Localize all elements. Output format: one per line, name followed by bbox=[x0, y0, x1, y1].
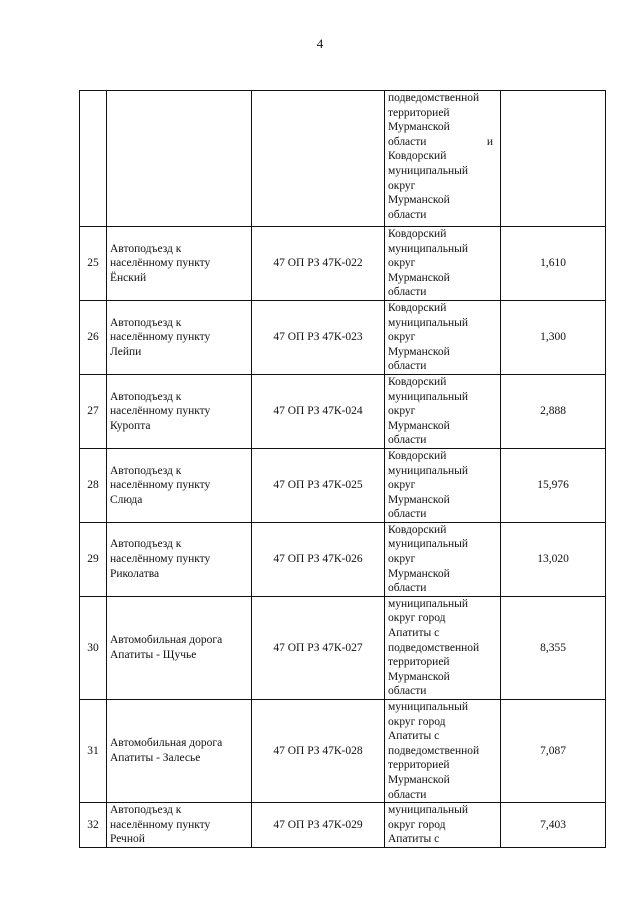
num-cell bbox=[80, 91, 107, 227]
district-cell bbox=[385, 522, 501, 596]
table-row bbox=[80, 522, 606, 596]
district-text: муниципальный округ город Апатиты с подведомственной территорией Мурманской области bbox=[388, 597, 480, 698]
table-row bbox=[80, 300, 606, 374]
district-line: округ bbox=[388, 179, 416, 192]
code-cell bbox=[252, 91, 385, 227]
district-cell bbox=[385, 700, 501, 803]
district-cell bbox=[385, 596, 501, 699]
code-cell: 47 ОП РЗ 47К-022 bbox=[252, 227, 385, 301]
num-cell: 25 bbox=[80, 227, 107, 301]
name-cell bbox=[107, 448, 252, 522]
district-cell bbox=[385, 448, 501, 522]
district-word: области bbox=[388, 135, 427, 148]
district-line: области bbox=[388, 208, 427, 221]
name-cell bbox=[107, 700, 252, 803]
length-cell: 2,888 bbox=[501, 374, 606, 448]
code-cell: 47 ОП РЗ 47К-027 bbox=[252, 596, 385, 699]
length-cell: 8,355 bbox=[501, 596, 606, 699]
roads-table bbox=[79, 90, 606, 848]
table-row bbox=[80, 448, 606, 522]
road-name: Автоподъезд к населённому пункту Ёнский bbox=[110, 242, 211, 284]
district-cell bbox=[385, 374, 501, 448]
district-text: Ковдорский муниципальный округ Мурманской области bbox=[388, 375, 469, 447]
name-cell bbox=[107, 300, 252, 374]
name-cell bbox=[107, 227, 252, 301]
district-line: подведомственной bbox=[388, 92, 480, 104]
district-text: Ковдорский муниципальный округ Мурманской области bbox=[388, 523, 469, 595]
length-cell: 1,610 bbox=[501, 227, 606, 301]
district-line: Мурманской bbox=[388, 194, 450, 207]
code-cell: 47 ОП РЗ 47К-023 bbox=[252, 300, 385, 374]
district-text: Ковдорский муниципальный округ Мурманской области bbox=[388, 228, 469, 299]
num-cell: 31 bbox=[80, 700, 107, 803]
district-cell bbox=[385, 227, 501, 301]
length-cell: 7,087 bbox=[501, 700, 606, 803]
length-cell bbox=[501, 91, 606, 227]
district-text: Ковдорский муниципальный округ Мурманской области bbox=[388, 301, 469, 373]
code-cell: 47 ОП РЗ 47К-029 bbox=[252, 803, 385, 848]
name-cell bbox=[107, 91, 252, 227]
table-row bbox=[80, 227, 606, 301]
road-name: Автомобильная дорога Апатиты - Залесье bbox=[110, 737, 223, 765]
num-cell: 30 bbox=[80, 596, 107, 699]
district-text: Ковдорский муниципальный округ Мурманской области bbox=[388, 449, 469, 521]
page-number: 4 bbox=[316, 36, 324, 51]
name-cell bbox=[107, 803, 252, 848]
num-cell: 29 bbox=[80, 522, 107, 596]
district-word: и bbox=[486, 135, 493, 148]
num-cell: 26 bbox=[80, 300, 107, 374]
district-cell bbox=[385, 300, 501, 374]
district-line-justified bbox=[388, 135, 497, 150]
road-name: Автоподъезд к населённому пункту Слюда bbox=[110, 464, 211, 506]
code-cell: 47 ОП РЗ 47К-024 bbox=[252, 374, 385, 448]
table-row bbox=[80, 700, 606, 803]
table-row bbox=[80, 803, 606, 848]
name-cell bbox=[107, 596, 252, 699]
road-name: Автоподъезд к населённому пункту Лейпи bbox=[110, 316, 211, 358]
name-cell bbox=[107, 374, 252, 448]
length-cell: 15,976 bbox=[501, 448, 606, 522]
road-name: Автоподъезд к населённому пункту Куропта bbox=[110, 390, 211, 432]
district-cell bbox=[385, 91, 501, 227]
length-cell: 7,403 bbox=[501, 803, 606, 848]
table-row bbox=[80, 374, 606, 448]
district-line: муниципальный bbox=[388, 164, 469, 177]
num-cell: 27 bbox=[80, 374, 107, 448]
num-cell: 28 bbox=[80, 448, 107, 522]
code-cell: 47 ОП РЗ 47К-025 bbox=[252, 448, 385, 522]
district-cell bbox=[385, 803, 501, 848]
road-name: Автоподъезд к населённому пункту Речной bbox=[110, 804, 211, 846]
road-name: Автомобильная дорога Апатиты - Щучье bbox=[110, 634, 223, 661]
district-line: Мурманской bbox=[388, 121, 450, 134]
length-cell: 1,300 bbox=[501, 300, 606, 374]
district-text: муниципальный округ город Апатиты с bbox=[388, 804, 469, 846]
code-cell: 47 ОП РЗ 47К-028 bbox=[252, 700, 385, 803]
length-cell: 13,020 bbox=[501, 522, 606, 596]
code-cell: 47 ОП РЗ 47К-026 bbox=[252, 522, 385, 596]
district-text: муниципальный округ город Апатиты с подведомственной территорией Мурманской области bbox=[388, 701, 480, 801]
road-name: Автоподъезд к населённому пункту Риколатва bbox=[110, 538, 211, 580]
num-cell: 32 bbox=[80, 803, 107, 848]
name-cell bbox=[107, 522, 252, 596]
district-line: Ковдорский bbox=[388, 150, 447, 163]
table-row bbox=[80, 596, 606, 699]
table-row-continuation bbox=[80, 91, 606, 227]
district-line: территорией bbox=[388, 106, 450, 119]
